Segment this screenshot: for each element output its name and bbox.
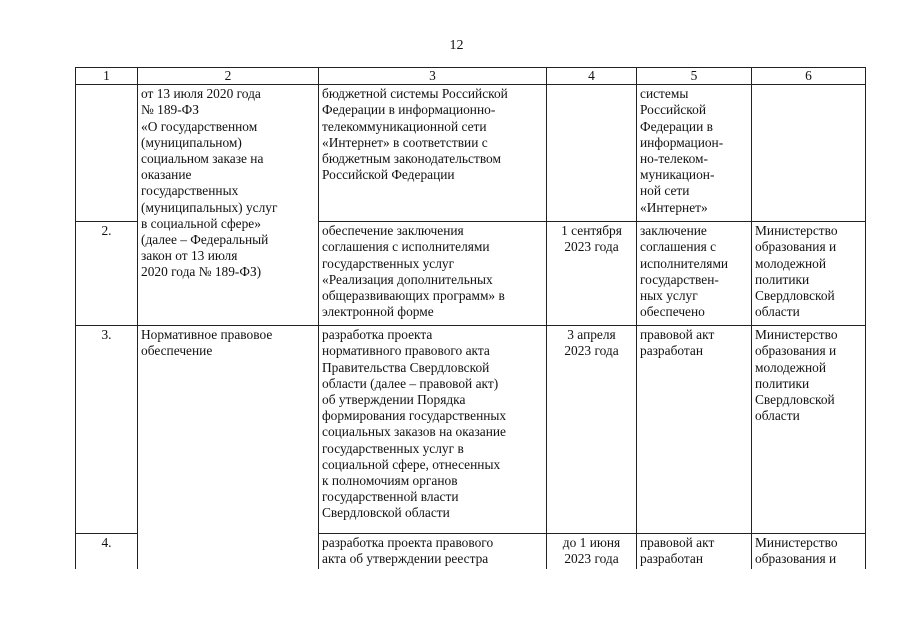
activity-cell: разработка проекта правового акта об утверждении реестра: [319, 534, 547, 569]
activity-cell: обеспечение заключения соглашения с исполнителями государственных услуг «Реализация дополнительных общеразвивающих программ» в электронной форме: [319, 222, 547, 326]
responsible-cell: [752, 85, 866, 222]
deadline-cell: [547, 85, 637, 222]
column-header: 2: [138, 68, 319, 85]
row-number: 4.: [76, 534, 138, 569]
table-row: [76, 326, 866, 534]
responsible-cell: Министерство образования и: [752, 534, 866, 569]
table-header-row: [76, 68, 866, 85]
page-number: 12: [449, 38, 464, 53]
result-cell: заключение соглашения с исполнителями государствен- ных услуг обеспечено: [637, 222, 752, 326]
responsible-cell: Министерство образования и молодежной политики Свердловской области: [752, 222, 866, 326]
column-header: 1: [76, 68, 138, 85]
column-header: 6: [752, 68, 866, 85]
row-number: [76, 85, 138, 222]
deadline-cell: до 1 июня 2023 года: [547, 534, 637, 569]
result-cell: правовой акт разработан: [637, 326, 752, 534]
deadline-cell: 3 апреля 2023 года: [547, 326, 637, 534]
result-cell: правовой акт разработан: [637, 534, 752, 569]
column-header: 5: [637, 68, 752, 85]
result-cell: системы Российской Федерации в информацион- но-телеком- муникацион- ной сети «Интернет»: [637, 85, 752, 222]
plan-table: [75, 67, 866, 569]
basis-cell: от 13 июля 2020 года № 189-ФЗ «О государственном (муниципальном) социальном заказе на оказание государственных (муниципальных) услуг в социальной сфере» (далее – Федеральный закон от 13 июля 2020 года № 189-ФЗ): [138, 85, 319, 326]
basis-cell: Нормативное правовое обеспечение: [138, 326, 319, 569]
row-number: 3.: [76, 326, 138, 534]
activity-cell: бюджетной системы Российской Федерации в информационно- телекоммуникационной сети «Интернет» в соответствии с бюджетным законодательством Российской Федерации: [319, 85, 547, 222]
activity-cell: разработка проекта нормативного правового акта Правительства Свердловской области (далее – правовой акт) об утверждении Порядка формирования государственных социальных заказов на оказание государственных услуг в социальной сфере, отнесенных к полномочиям органов государственной власти Свердловской области: [319, 326, 547, 534]
row-number: 2.: [76, 222, 138, 326]
column-header: 4: [547, 68, 637, 85]
table-row: [76, 85, 866, 222]
deadline-cell: 1 сентября 2023 года: [547, 222, 637, 326]
column-header: 3: [319, 68, 547, 85]
responsible-cell: Министерство образования и молодежной политики Свердловской области: [752, 326, 866, 534]
